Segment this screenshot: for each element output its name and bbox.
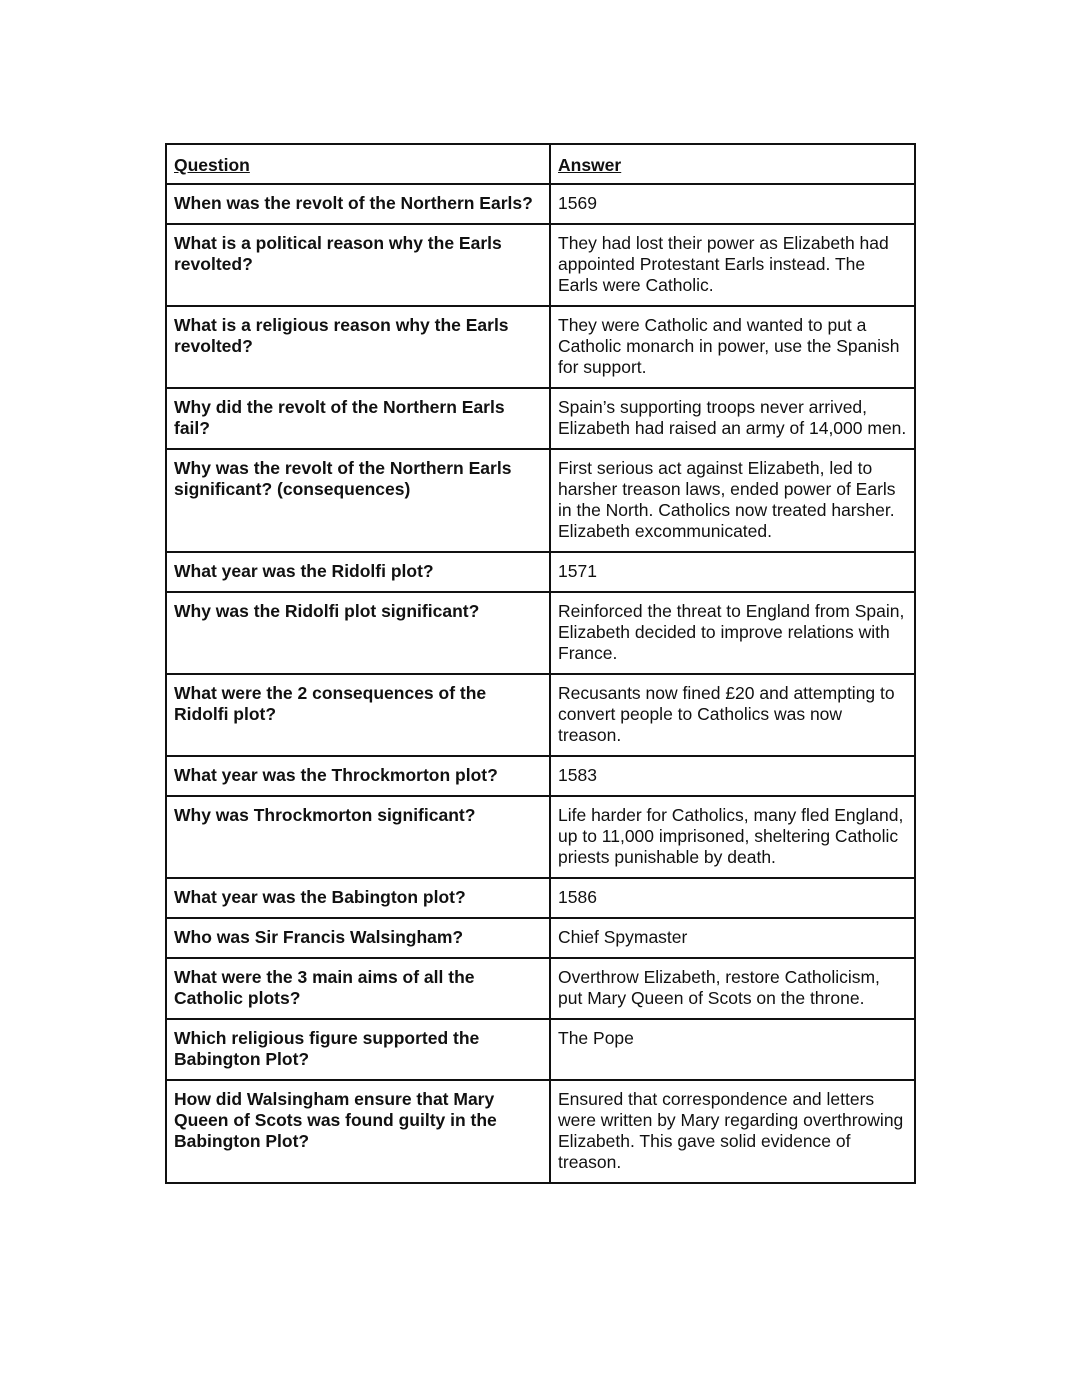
table-row <box>166 184 915 224</box>
question-cell: Who was Sir Francis Walsingham? <box>166 918 550 958</box>
table-row <box>166 1080 915 1183</box>
answer-cell: 1571 <box>550 552 915 592</box>
answer-cell: Life harder for Catholics, many fled England, up to 11,000 imprisoned, sheltering Catholic priests punishable by death. <box>550 796 915 878</box>
question-cell: What is a religious reason why the Earls revolted? <box>166 306 550 388</box>
table-row <box>166 1019 915 1080</box>
table-row <box>166 918 915 958</box>
qa-table <box>165 143 916 1184</box>
answer-cell: First serious act against Elizabeth, led to harsher treason laws, ended power of Earls in the North. Catholics now treated harsher. Elizabeth excommunicated. <box>550 449 915 552</box>
table-row <box>166 449 915 552</box>
question-cell: Why was Throckmorton significant? <box>166 796 550 878</box>
table-row <box>166 674 915 756</box>
answer-cell: Ensured that correspondence and letters were written by Mary regarding overthrowing Elizabeth. This gave solid evidence of treason. <box>550 1080 915 1183</box>
question-cell: Which religious figure supported the Babington Plot? <box>166 1019 550 1080</box>
question-cell: What were the 2 consequences of the Ridolfi plot? <box>166 674 550 756</box>
table-row <box>166 592 915 674</box>
question-cell: What year was the Babington plot? <box>166 878 550 918</box>
answer-cell: Recusants now fined £20 and attempting to convert people to Catholics was now treason. <box>550 674 915 756</box>
table-row <box>166 224 915 306</box>
table-row <box>166 878 915 918</box>
answer-cell: The Pope <box>550 1019 915 1080</box>
question-cell: Why was the revolt of the Northern Earls significant? (consequences) <box>166 449 550 552</box>
answer-cell: They were Catholic and wanted to put a Catholic monarch in power, use the Spanish for support. <box>550 306 915 388</box>
table-row <box>166 552 915 592</box>
answer-cell: 1583 <box>550 756 915 796</box>
answer-cell: Spain’s supporting troops never arrived, Elizabeth had raised an army of 14,000 men. <box>550 388 915 449</box>
answer-cell: 1569 <box>550 184 915 224</box>
table-row <box>166 756 915 796</box>
question-cell: When was the revolt of the Northern Earls? <box>166 184 550 224</box>
question-cell: Why was the Ridolfi plot significant? <box>166 592 550 674</box>
question-cell: Why did the revolt of the Northern Earls fail? <box>166 388 550 449</box>
answer-cell: Overthrow Elizabeth, restore Catholicism, put Mary Queen of Scots on the throne. <box>550 958 915 1019</box>
table-row <box>166 958 915 1019</box>
question-cell: What were the 3 main aims of all the Catholic plots? <box>166 958 550 1019</box>
header-answer: Answer <box>550 144 915 184</box>
question-cell: What year was the Throckmorton plot? <box>166 756 550 796</box>
answer-cell: They had lost their power as Elizabeth had appointed Protestant Earls instead. The Earls were Catholic. <box>550 224 915 306</box>
question-cell: What is a political reason why the Earls revolted? <box>166 224 550 306</box>
question-cell: How did Walsingham ensure that Mary Queen of Scots was found guilty in the Babington Plot? <box>166 1080 550 1183</box>
header-question: Question <box>166 144 550 184</box>
question-cell: What year was the Ridolfi plot? <box>166 552 550 592</box>
table-row <box>166 388 915 449</box>
table-row <box>166 796 915 878</box>
table-header-row <box>166 144 915 184</box>
answer-cell: Reinforced the threat to England from Spain, Elizabeth decided to improve relations with France. <box>550 592 915 674</box>
answer-cell: Chief Spymaster <box>550 918 915 958</box>
table-row <box>166 306 915 388</box>
answer-cell: 1586 <box>550 878 915 918</box>
